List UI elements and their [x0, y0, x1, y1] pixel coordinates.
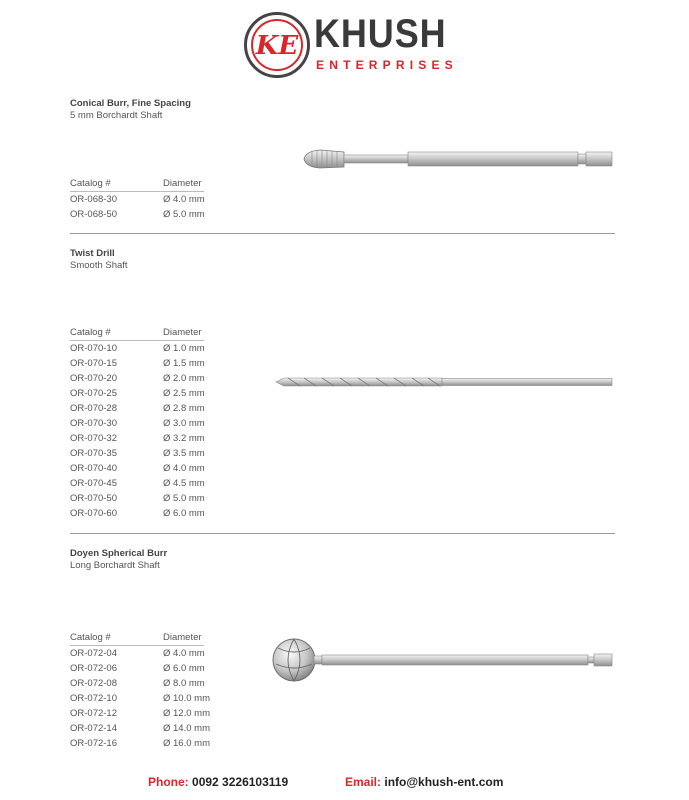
catalog-cell: OR-070-35	[70, 448, 117, 459]
section-divider	[70, 233, 615, 234]
diameter-cell: Ø 1.5 mm	[163, 358, 205, 369]
diameter-cell: Ø 12.0 mm	[163, 708, 210, 719]
catalog-cell: OR-070-28	[70, 403, 117, 414]
table-row	[70, 192, 210, 207]
table-row	[70, 356, 210, 371]
table-row	[70, 207, 210, 222]
table-header	[70, 631, 204, 646]
catalog-cell: OR-070-30	[70, 418, 117, 429]
catalog-table	[70, 177, 210, 222]
catalog-cell: OR-072-14	[70, 723, 117, 734]
diameter-cell: Ø 5.0 mm	[163, 209, 205, 220]
section-divider	[70, 533, 615, 534]
table-row	[70, 401, 210, 416]
catalog-cell: OR-070-40	[70, 463, 117, 474]
diameter-cell: Ø 4.0 mm	[163, 463, 205, 474]
diameter-cell: Ø 2.0 mm	[163, 373, 205, 384]
col-diameter: Diameter	[163, 632, 202, 643]
diameter-cell: Ø 4.0 mm	[163, 648, 205, 659]
catalog-cell: OR-072-06	[70, 663, 117, 674]
table-row	[70, 446, 210, 461]
table-row	[70, 431, 210, 446]
catalog-cell: OR-072-10	[70, 693, 117, 704]
diameter-cell: Ø 4.5 mm	[163, 478, 205, 489]
col-catalog: Catalog #	[70, 178, 111, 189]
catalog-cell: OR-070-50	[70, 493, 117, 504]
col-catalog: Catalog #	[70, 327, 111, 338]
phone-number[interactable]: 0092 3226103119	[192, 775, 289, 789]
table-row	[70, 341, 210, 356]
table-row	[70, 676, 210, 691]
section-subtitle: Smooth Shaft	[70, 260, 128, 271]
col-diameter: Diameter	[163, 178, 202, 189]
catalog-cell: OR-070-45	[70, 478, 117, 489]
diameter-cell: Ø 4.0 mm	[163, 194, 205, 205]
section-title: Twist Drill	[70, 248, 115, 259]
contact-footer	[0, 773, 689, 791]
table-header	[70, 326, 204, 341]
diameter-cell: Ø 3.2 mm	[163, 433, 205, 444]
phone-contact	[148, 773, 288, 791]
doyen-burr-image	[270, 636, 616, 684]
diameter-cell: Ø 14.0 mm	[163, 723, 210, 734]
catalog-cell: OR-070-25	[70, 388, 117, 399]
catalog-cell: OR-068-30	[70, 194, 117, 205]
catalog-cell: OR-072-08	[70, 678, 117, 689]
table-row	[70, 661, 210, 676]
diameter-cell: Ø 2.8 mm	[163, 403, 205, 414]
table-row	[70, 476, 210, 491]
table-row	[70, 371, 210, 386]
section-title: Doyen Spherical Burr	[70, 548, 168, 559]
table-row	[70, 646, 210, 661]
diameter-cell: Ø 6.0 mm	[163, 508, 205, 519]
col-catalog: Catalog #	[70, 632, 111, 643]
catalog-cell: OR-070-60	[70, 508, 117, 519]
table-header	[70, 177, 204, 192]
table-row	[70, 691, 210, 706]
catalog-table	[70, 326, 210, 521]
catalog-cell: OR-068-50	[70, 209, 117, 220]
table-row	[70, 721, 210, 736]
catalog-cell: OR-072-12	[70, 708, 117, 719]
section-title: Conical Burr, Fine Spacing	[70, 98, 191, 109]
email-label: Email:	[345, 775, 382, 789]
catalog-cell: OR-070-10	[70, 343, 117, 354]
catalog-table	[70, 631, 210, 751]
section-subtitle: 5 mm Borchardt Shaft	[70, 110, 163, 121]
catalog-cell: OR-070-20	[70, 373, 117, 384]
diameter-cell: Ø 8.0 mm	[163, 678, 205, 689]
table-row	[70, 416, 210, 431]
catalog-cell: OR-072-16	[70, 738, 117, 749]
email-contact	[345, 773, 503, 791]
catalog-cell: OR-070-32	[70, 433, 117, 444]
table-row	[70, 461, 210, 476]
diameter-cell: Ø 3.5 mm	[163, 448, 205, 459]
phone-label: Phone:	[148, 775, 189, 789]
table-row	[70, 506, 210, 521]
diameter-cell: Ø 1.0 mm	[163, 343, 205, 354]
diameter-cell: Ø 10.0 mm	[163, 693, 210, 704]
twist-drill-image	[274, 374, 616, 390]
header	[0, 0, 689, 90]
diameter-cell: Ø 5.0 mm	[163, 493, 205, 504]
table-row	[70, 491, 210, 506]
diameter-cell: Ø 2.5 mm	[163, 388, 205, 399]
section-subtitle: Long Borchardt Shaft	[70, 560, 160, 571]
col-diameter: Diameter	[163, 327, 202, 338]
catalog-cell: OR-072-04	[70, 648, 117, 659]
diameter-cell: Ø 3.0 mm	[163, 418, 205, 429]
table-row	[70, 736, 210, 751]
table-row	[70, 386, 210, 401]
diameter-cell: Ø 6.0 mm	[163, 663, 205, 674]
brand-name: KHUSH	[314, 12, 447, 56]
catalog-cell: OR-070-15	[70, 358, 117, 369]
logo-emblem	[244, 12, 310, 78]
table-row	[70, 706, 210, 721]
brand-tagline: ENTERPRISES	[316, 58, 458, 72]
conical-burr-image	[300, 146, 616, 174]
logo-monogram: KE	[251, 19, 303, 71]
diameter-cell: Ø 16.0 mm	[163, 738, 210, 749]
email-address[interactable]: info@khush-ent.com	[384, 775, 504, 789]
